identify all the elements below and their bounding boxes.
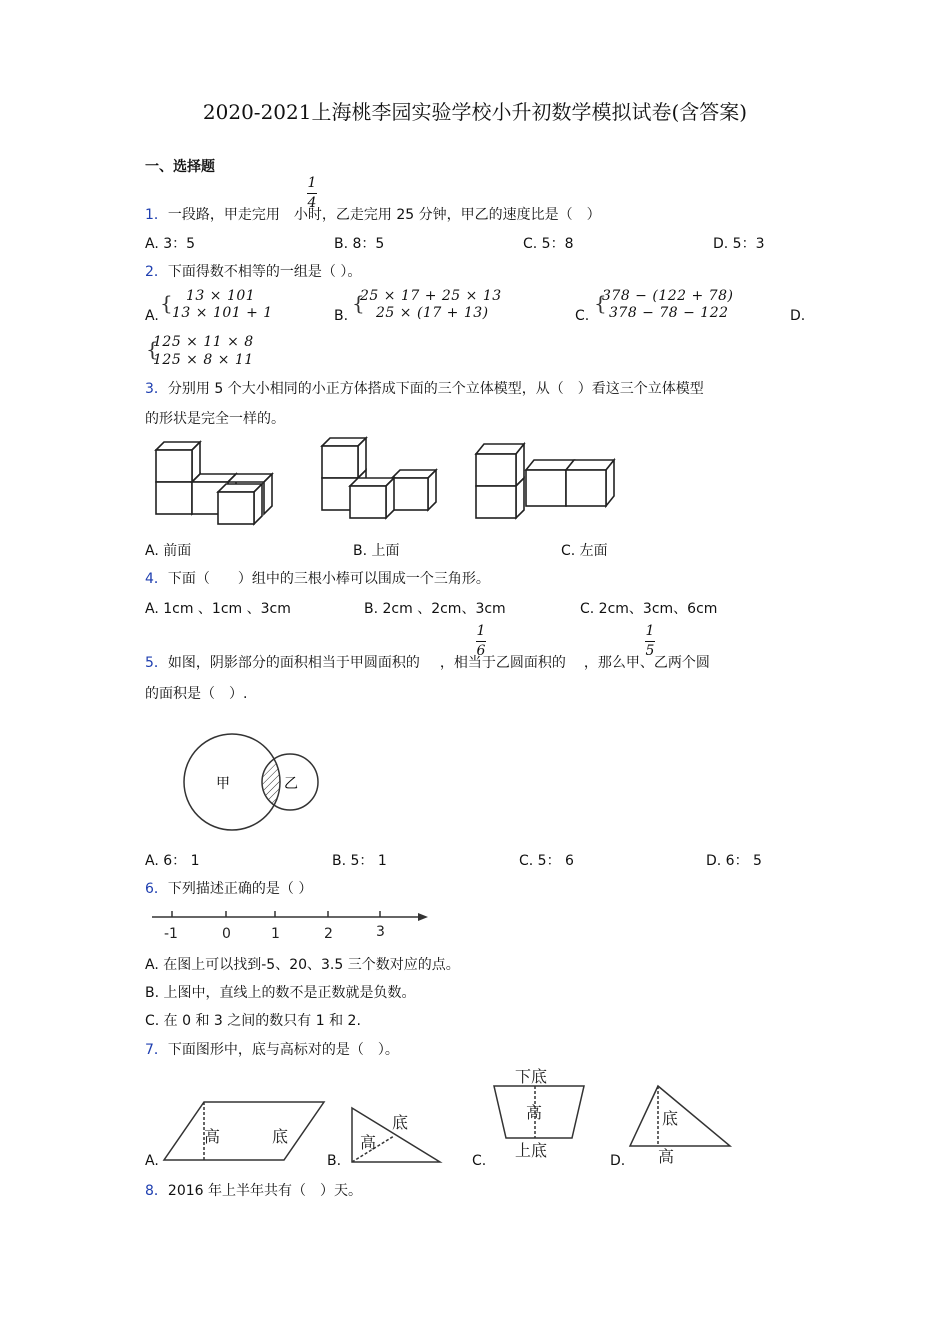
question-number: 6． [145, 881, 168, 897]
option-a[interactable]: A. 在图上可以找到-5、20、3.5 三个数对应的点。 [145, 957, 460, 973]
brace-icon: { [160, 291, 173, 315]
expression-line: 13 × 101 [186, 288, 256, 304]
brace-icon: { [146, 337, 159, 361]
option-c[interactable]: C. [575, 308, 590, 324]
expression-line: 25 × (17 + 13) [376, 305, 489, 321]
tick-label: 3 [376, 924, 385, 940]
expression-line: 125 × 8 × 11 [153, 352, 254, 368]
option-a[interactable]: A. 1cm 、1cm 、3cm [145, 601, 291, 617]
option-a[interactable]: A. [145, 1153, 159, 1169]
option-d[interactable]: D. [610, 1153, 626, 1169]
circles-figure [170, 728, 330, 838]
tick-label: -1 [164, 926, 178, 942]
brace-icon: { [352, 291, 365, 315]
question-text: 下面（ ）组中的三根小棒可以围成一个三角形。 [167, 571, 490, 587]
height-label: 高 [526, 1103, 543, 1122]
option-a[interactable]: A. 前面 [145, 543, 192, 559]
question-text: ，那么甲、乙两个圆 [583, 655, 710, 671]
fraction-denominator: 4 [307, 195, 317, 211]
section-heading: 一、选择题 [145, 159, 215, 175]
option-b[interactable]: B. 8：5 [334, 236, 385, 252]
upper-base-label: 上底 [515, 1141, 548, 1160]
question-7-stem [145, 1039, 399, 1059]
question-4-stem [145, 568, 490, 588]
option-d[interactable]: D. [790, 308, 806, 324]
cube-model-2 [322, 438, 436, 518]
question-text: 下面得数不相等的一组是（ ）。 [167, 264, 362, 280]
fraction-denominator: 5 [645, 643, 655, 659]
expression-line: 378 − 78 − 122 [609, 305, 729, 321]
fraction-denominator: 6 [476, 643, 486, 659]
small-circle-label: 乙 [284, 776, 298, 792]
triangle-shape [630, 1086, 730, 1146]
number-line [148, 905, 438, 945]
question-6-stem [145, 878, 312, 898]
question-1-stem [145, 204, 601, 224]
option-b[interactable]: B. [327, 1153, 342, 1169]
question-text: 下面图形中，底与高标对的是（ ）。 [167, 1042, 399, 1058]
fraction-bar [476, 641, 486, 642]
question-text: 分别用 5 个大小相同的小正方体搭成下面的三个立体模型，从（ ）看这三个立体模型 [167, 381, 704, 397]
option-c[interactable]: C. 2cm、3cm、6cm [580, 601, 718, 617]
fraction-numerator: 1 [476, 623, 486, 639]
question-3-stem [145, 378, 704, 398]
page-title: 2020-2021上海桃李园实验学校小升初数学模拟试卷(含答案) [202, 100, 748, 124]
option-b[interactable]: B. 上图中，直线上的数不是正数就是负数。 [145, 985, 416, 1001]
expression-line: 125 × 11 × 8 [153, 334, 254, 350]
question-number: 7． [145, 1042, 168, 1058]
parallelogram-shape [164, 1102, 324, 1160]
question-2-stem [145, 261, 361, 281]
height-label: 高 [204, 1127, 221, 1146]
expression-line: 25 × 17 + 25 × 13 [360, 288, 502, 304]
option-a[interactable]: A. 3：5 [145, 236, 196, 252]
option-b[interactable]: B. 2cm 、2cm、3cm [364, 601, 506, 617]
question-number: 8． [145, 1183, 168, 1199]
question-text: 的面积是（ ）. [145, 686, 248, 702]
option-d[interactable]: D. 5：3 [713, 236, 765, 252]
question-text: 下列描述正确的是（ ） [167, 881, 313, 897]
option-a[interactable]: A. [145, 308, 159, 324]
cube-models-figure [140, 432, 640, 532]
brace-icon: { [594, 291, 607, 315]
question-text: 小时，乙走完用 25 分钟，甲乙的速度比是（ ） [293, 207, 601, 223]
question-text: 的形状是完全一样的。 [145, 411, 285, 427]
option-c[interactable]: C. [472, 1153, 487, 1169]
tick-label: 2 [324, 926, 333, 942]
question-text: 一段路，甲走完用 [167, 207, 280, 223]
base-label: 底 [662, 1109, 679, 1128]
option-b[interactable]: B. 5： 1 [332, 853, 387, 869]
expression-line: 378 − (122 + 78) [602, 288, 734, 304]
base-label: 底 [392, 1113, 409, 1132]
option-c[interactable]: C. 左面 [561, 543, 608, 559]
question-text: 如图，阴影部分的面积相当于甲圆面积的 [167, 655, 420, 671]
option-c[interactable]: C. 5：8 [523, 236, 574, 252]
option-b[interactable]: B. 上面 [353, 543, 400, 559]
lower-base-label: 下底 [515, 1067, 548, 1086]
fraction-bar [307, 193, 317, 194]
cube-model-3 [476, 444, 614, 518]
option-d[interactable]: D. 6： 5 [706, 853, 762, 869]
option-a[interactable]: A. 6： 1 [145, 853, 200, 869]
question-number: 1． [145, 207, 168, 223]
option-c[interactable]: C. 5： 6 [519, 853, 574, 869]
fraction-numerator: 1 [645, 623, 655, 639]
tick-label: 1 [271, 926, 280, 942]
fraction-numerator: 1 [307, 175, 317, 191]
question-text: ，相当于乙圆面积的 [439, 655, 566, 671]
arrow-icon [418, 913, 428, 921]
question-number: 4． [145, 571, 168, 587]
question-number: 2． [145, 264, 168, 280]
shapes-figure [140, 1066, 750, 1170]
question-text: 2016 年上半年共有（ ）天。 [167, 1183, 363, 1199]
question-number: 5． [145, 655, 168, 671]
height-label: 高 [360, 1133, 377, 1152]
fraction-bar [645, 641, 655, 642]
big-circle-label: 甲 [216, 776, 230, 792]
question-8-stem [145, 1180, 362, 1200]
expression-line: 13 × 101 + 1 [172, 305, 273, 321]
tick-label: 0 [222, 926, 231, 942]
question-5-stem [145, 652, 710, 672]
height-label: 高 [658, 1147, 675, 1166]
base-label: 底 [272, 1127, 289, 1146]
option-c[interactable]: C. 在 0 和 3 之间的数只有 1 和 2. [145, 1013, 361, 1029]
option-b[interactable]: B. [334, 308, 349, 324]
question-number: 3． [145, 381, 168, 397]
cube-model-1 [156, 442, 272, 524]
